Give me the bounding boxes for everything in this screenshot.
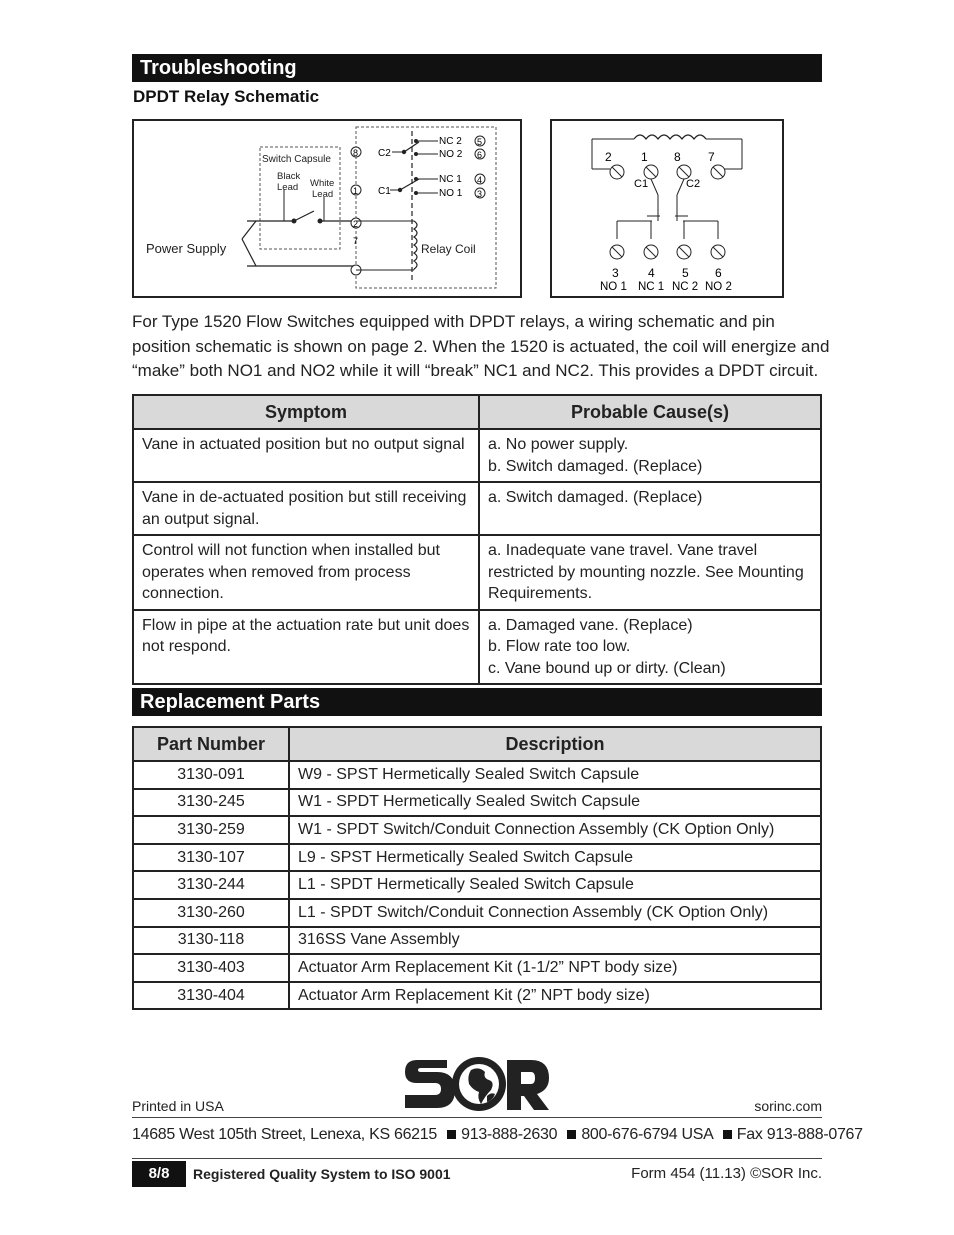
part-number-cell: 3130-107 xyxy=(133,844,289,872)
symptom-cell: Flow in pipe at the actuation rate but unit does not respond. xyxy=(133,610,479,685)
svg-text:White: White xyxy=(310,178,335,189)
svg-text:NO 1: NO 1 xyxy=(600,281,627,293)
table-row xyxy=(133,844,821,872)
table-row xyxy=(133,982,821,1010)
description-cell: L1 - SPDT Switch/Conduit Connection Assembly (CK Option Only) xyxy=(289,899,821,927)
symptom-header: Symptom xyxy=(133,395,479,429)
svg-text:4: 4 xyxy=(477,175,483,185)
table-row xyxy=(133,429,821,482)
svg-text:NC 1: NC 1 xyxy=(439,174,462,185)
svg-text:7: 7 xyxy=(353,236,359,246)
table-row xyxy=(133,789,821,817)
table-row xyxy=(133,927,821,955)
symptom-cell: Control will not function when installed but operates when removed from process connection. xyxy=(133,535,479,610)
svg-text:NC 2: NC 2 xyxy=(439,136,462,147)
svg-text:Lead: Lead xyxy=(277,182,299,193)
dpdt-wiring-schematic xyxy=(132,119,522,298)
intro-paragraph: For Type 1520 Flow Switches equipped with DPDT relays, a wiring schematic and pin position schematic is shown on page 2. When the 1520 is actuated, the coil will energize and “make” both NO1 and NO2 while it will “break” NC1 and NC2. This provides a DPDT circuit. xyxy=(132,312,830,380)
table-row xyxy=(133,535,821,610)
svg-text:NC 2: NC 2 xyxy=(672,281,699,293)
description-cell: L1 - SPDT Hermetically Sealed Switch Capsule xyxy=(289,871,821,899)
iso-statement: Registered Quality System to ISO 9001 xyxy=(193,1166,451,1182)
svg-text:NC 1: NC 1 xyxy=(638,281,665,293)
svg-text:6: 6 xyxy=(477,150,483,160)
switch-capsule-label: Switch Capsule xyxy=(262,154,331,165)
schematic-subtitle: DPDT Relay Schematic xyxy=(133,87,320,106)
part-number-header: Part Number xyxy=(133,727,289,761)
cause-header: Probable Cause(s) xyxy=(479,395,821,429)
description-cell: 316SS Vane Assembly xyxy=(289,927,821,955)
svg-text:3: 3 xyxy=(477,189,483,199)
svg-text:5: 5 xyxy=(477,137,483,147)
table-row xyxy=(133,899,821,927)
svg-text:6: 6 xyxy=(715,266,722,280)
symptom-cell: Vane in de-actuated position but still receiving an output signal. xyxy=(133,482,479,535)
svg-text:NO 2: NO 2 xyxy=(439,149,463,160)
svg-text:NO 1: NO 1 xyxy=(439,188,463,199)
part-number-cell: 3130-244 xyxy=(133,871,289,899)
svg-text:1: 1 xyxy=(641,150,648,164)
cause-cell: a. No power supply. b. Switch damaged. (Replace) xyxy=(479,429,821,482)
part-number-cell: 3130-403 xyxy=(133,954,289,982)
svg-text:C1: C1 xyxy=(378,186,391,197)
sor-logo xyxy=(403,1052,551,1114)
phone-2: 800-676-6794 USA xyxy=(581,1126,713,1143)
svg-text:NO 2: NO 2 xyxy=(705,281,732,293)
cause-cell: a. Damaged vane. (Replace) b. Flow rate too low. c. Vane bound up or dirty. (Clean) xyxy=(479,610,821,685)
description-cell: Actuator Arm Replacement Kit (2” NPT body size) xyxy=(289,982,821,1010)
page-number: 8/8 xyxy=(132,1161,186,1187)
table-row xyxy=(133,816,821,844)
svg-text:8: 8 xyxy=(674,150,681,164)
address-text: 14685 West 105th Street, Lenexa, KS 66215 xyxy=(132,1126,437,1143)
description-cell: W1 - SPDT Switch/Conduit Connection Assembly (CK Option Only) xyxy=(289,816,821,844)
phone-1: 913-888-2630 xyxy=(461,1126,558,1143)
svg-text:1: 1 xyxy=(353,186,359,196)
table-row xyxy=(133,482,821,535)
wiring-diagram xyxy=(134,121,520,296)
part-number-cell: 3130-091 xyxy=(133,761,289,789)
replacement-parts-table xyxy=(132,726,822,1010)
printed-in-label: Printed in USA xyxy=(132,1098,224,1114)
svg-text:5: 5 xyxy=(682,266,689,280)
fax-number: Fax 913-888-0767 xyxy=(736,1126,863,1143)
part-number-cell: 3130-259 xyxy=(133,816,289,844)
square-bullet-icon xyxy=(567,1130,576,1139)
svg-text:Black: Black xyxy=(277,171,301,182)
table-row xyxy=(133,610,821,685)
svg-text:C2: C2 xyxy=(378,148,391,159)
table-header-row xyxy=(133,727,821,761)
part-number-cell: 3130-260 xyxy=(133,899,289,927)
svg-text:C2: C2 xyxy=(686,178,701,190)
power-supply-label: Power Supply xyxy=(146,241,227,256)
part-number-cell: 3130-245 xyxy=(133,789,289,817)
symptom-cell: Vane in actuated position but no output signal xyxy=(133,429,479,482)
description-header: Description xyxy=(289,727,821,761)
replacement-parts-title: Replacement Parts xyxy=(132,688,822,716)
pin-diagram xyxy=(552,121,782,296)
description-cell: L9 - SPST Hermetically Sealed Switch Capsule xyxy=(289,844,821,872)
cause-cell: a. Switch damaged. (Replace) xyxy=(479,482,821,535)
cause-cell: a. Inadequate vane travel. Vane travel restricted by mounting nozzle. See Mounting Requirements. xyxy=(479,535,821,610)
pin-position-schematic xyxy=(550,119,784,298)
svg-text:Lead: Lead xyxy=(312,189,334,200)
description-cell: Actuator Arm Replacement Kit (1-1/2” NPT body size) xyxy=(289,954,821,982)
description-cell: W9 - SPST Hermetically Sealed Switch Capsule xyxy=(289,761,821,789)
svg-text:7: 7 xyxy=(708,150,715,164)
table-header-row xyxy=(133,395,821,429)
footer-divider xyxy=(132,1158,822,1159)
contact-line xyxy=(132,1126,863,1144)
table-row xyxy=(133,954,821,982)
svg-text:8: 8 xyxy=(353,148,359,158)
troubleshooting-table xyxy=(132,394,822,685)
svg-text:3: 3 xyxy=(612,266,619,280)
troubleshooting-title: Troubleshooting xyxy=(132,54,822,82)
footer-divider xyxy=(132,1117,822,1118)
description-cell: W1 - SPDT Hermetically Sealed Switch Capsule xyxy=(289,789,821,817)
table-row xyxy=(133,871,821,899)
table-row xyxy=(133,761,821,789)
svg-text:2: 2 xyxy=(353,219,359,229)
svg-text:C1: C1 xyxy=(634,178,649,190)
square-bullet-icon xyxy=(723,1130,732,1139)
website-link[interactable]: sorinc.com xyxy=(754,1098,822,1114)
relay-coil-label: Relay Coil xyxy=(421,242,476,256)
part-number-cell: 3130-404 xyxy=(133,982,289,1010)
svg-text:4: 4 xyxy=(648,266,655,280)
square-bullet-icon xyxy=(447,1130,456,1139)
svg-text:2: 2 xyxy=(605,150,612,164)
part-number-cell: 3130-118 xyxy=(133,927,289,955)
form-number: Form 454 (11.13) ©SOR Inc. xyxy=(631,1165,822,1182)
